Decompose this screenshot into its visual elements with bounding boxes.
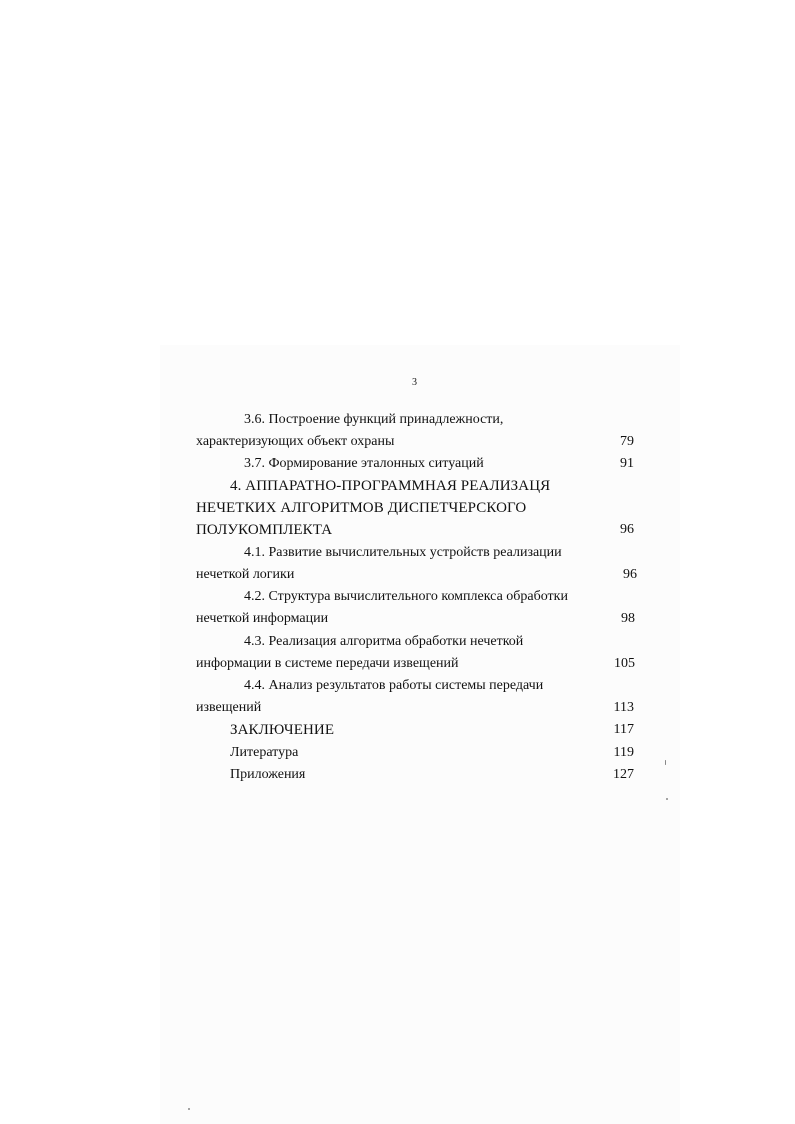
toc-chapter-4-line-3: ПОЛУКОМПЛЕКТА (196, 522, 333, 538)
toc-chapter-4-line-2: НЕЧЕТКИХ АЛГОРИТМОВ ДИСПЕТЧЕРСКОГО (196, 500, 527, 516)
toc-entry-4-3-line-2: информации в системе передачи извещений (196, 656, 459, 671)
toc-entry-4-2-page: 98 (621, 611, 635, 626)
toc-entry-4-4-line-1: 4.4. Анализ результатов работы системы передачи (244, 678, 544, 693)
toc-chapter-4-line-1: 4. АППАРАТНО-ПРОГРАММНАЯ РЕАЛИЗАЦЯ (230, 478, 551, 494)
toc-chapter-4-page: 96 (620, 522, 634, 537)
toc-entry-4-4-page: 113 (613, 700, 634, 715)
toc-entry-3-6-page: 79 (620, 434, 634, 449)
toc-entry-4-1-line-1: 4.1. Развитие вычислительных устройств реализации (244, 545, 562, 560)
toc-entry-4-1-line-2: нечеткой логики (196, 567, 295, 582)
toc-entry-literature-page: 119 (613, 745, 634, 760)
toc-entry-3-7-line-1: 3.7. Формирование эталонных ситуаций (244, 456, 484, 471)
toc-entry-4-4-line-2: извещений (196, 700, 262, 715)
toc-entry-literature: Литература (230, 745, 299, 760)
toc-entry-3-7-page: 91 (620, 456, 634, 471)
toc-entry-conclusion-page: 117 (613, 722, 634, 737)
toc-entry-3-6-line-1: 3.6. Построение функций принадлежности, (244, 412, 504, 427)
scan-speck (665, 760, 666, 765)
toc-entry-4-3-line-1: 4.3. Реализация алгоритма обработки нечеткой (244, 634, 524, 649)
scan-speck (666, 798, 668, 800)
scan-speck (188, 1108, 190, 1110)
toc-entry-4-2-line-1: 4.2. Структура вычислительного комплекса обработки (244, 589, 568, 604)
toc-entry-appendices-page: 127 (613, 767, 634, 782)
toc-entry-conclusion: ЗАКЛЮЧЕНИЕ (230, 722, 335, 738)
toc-entry-4-3-page: 105 (614, 656, 635, 671)
toc-entry-3-6-line-2: характеризующих объект охраны (196, 434, 395, 449)
toc-entry-4-1-page: 96 (623, 567, 637, 582)
page-number: 3 (412, 377, 417, 388)
toc-entry-appendices: Приложения (230, 767, 306, 782)
toc-entry-4-2-line-2: нечеткой информации (196, 611, 329, 626)
